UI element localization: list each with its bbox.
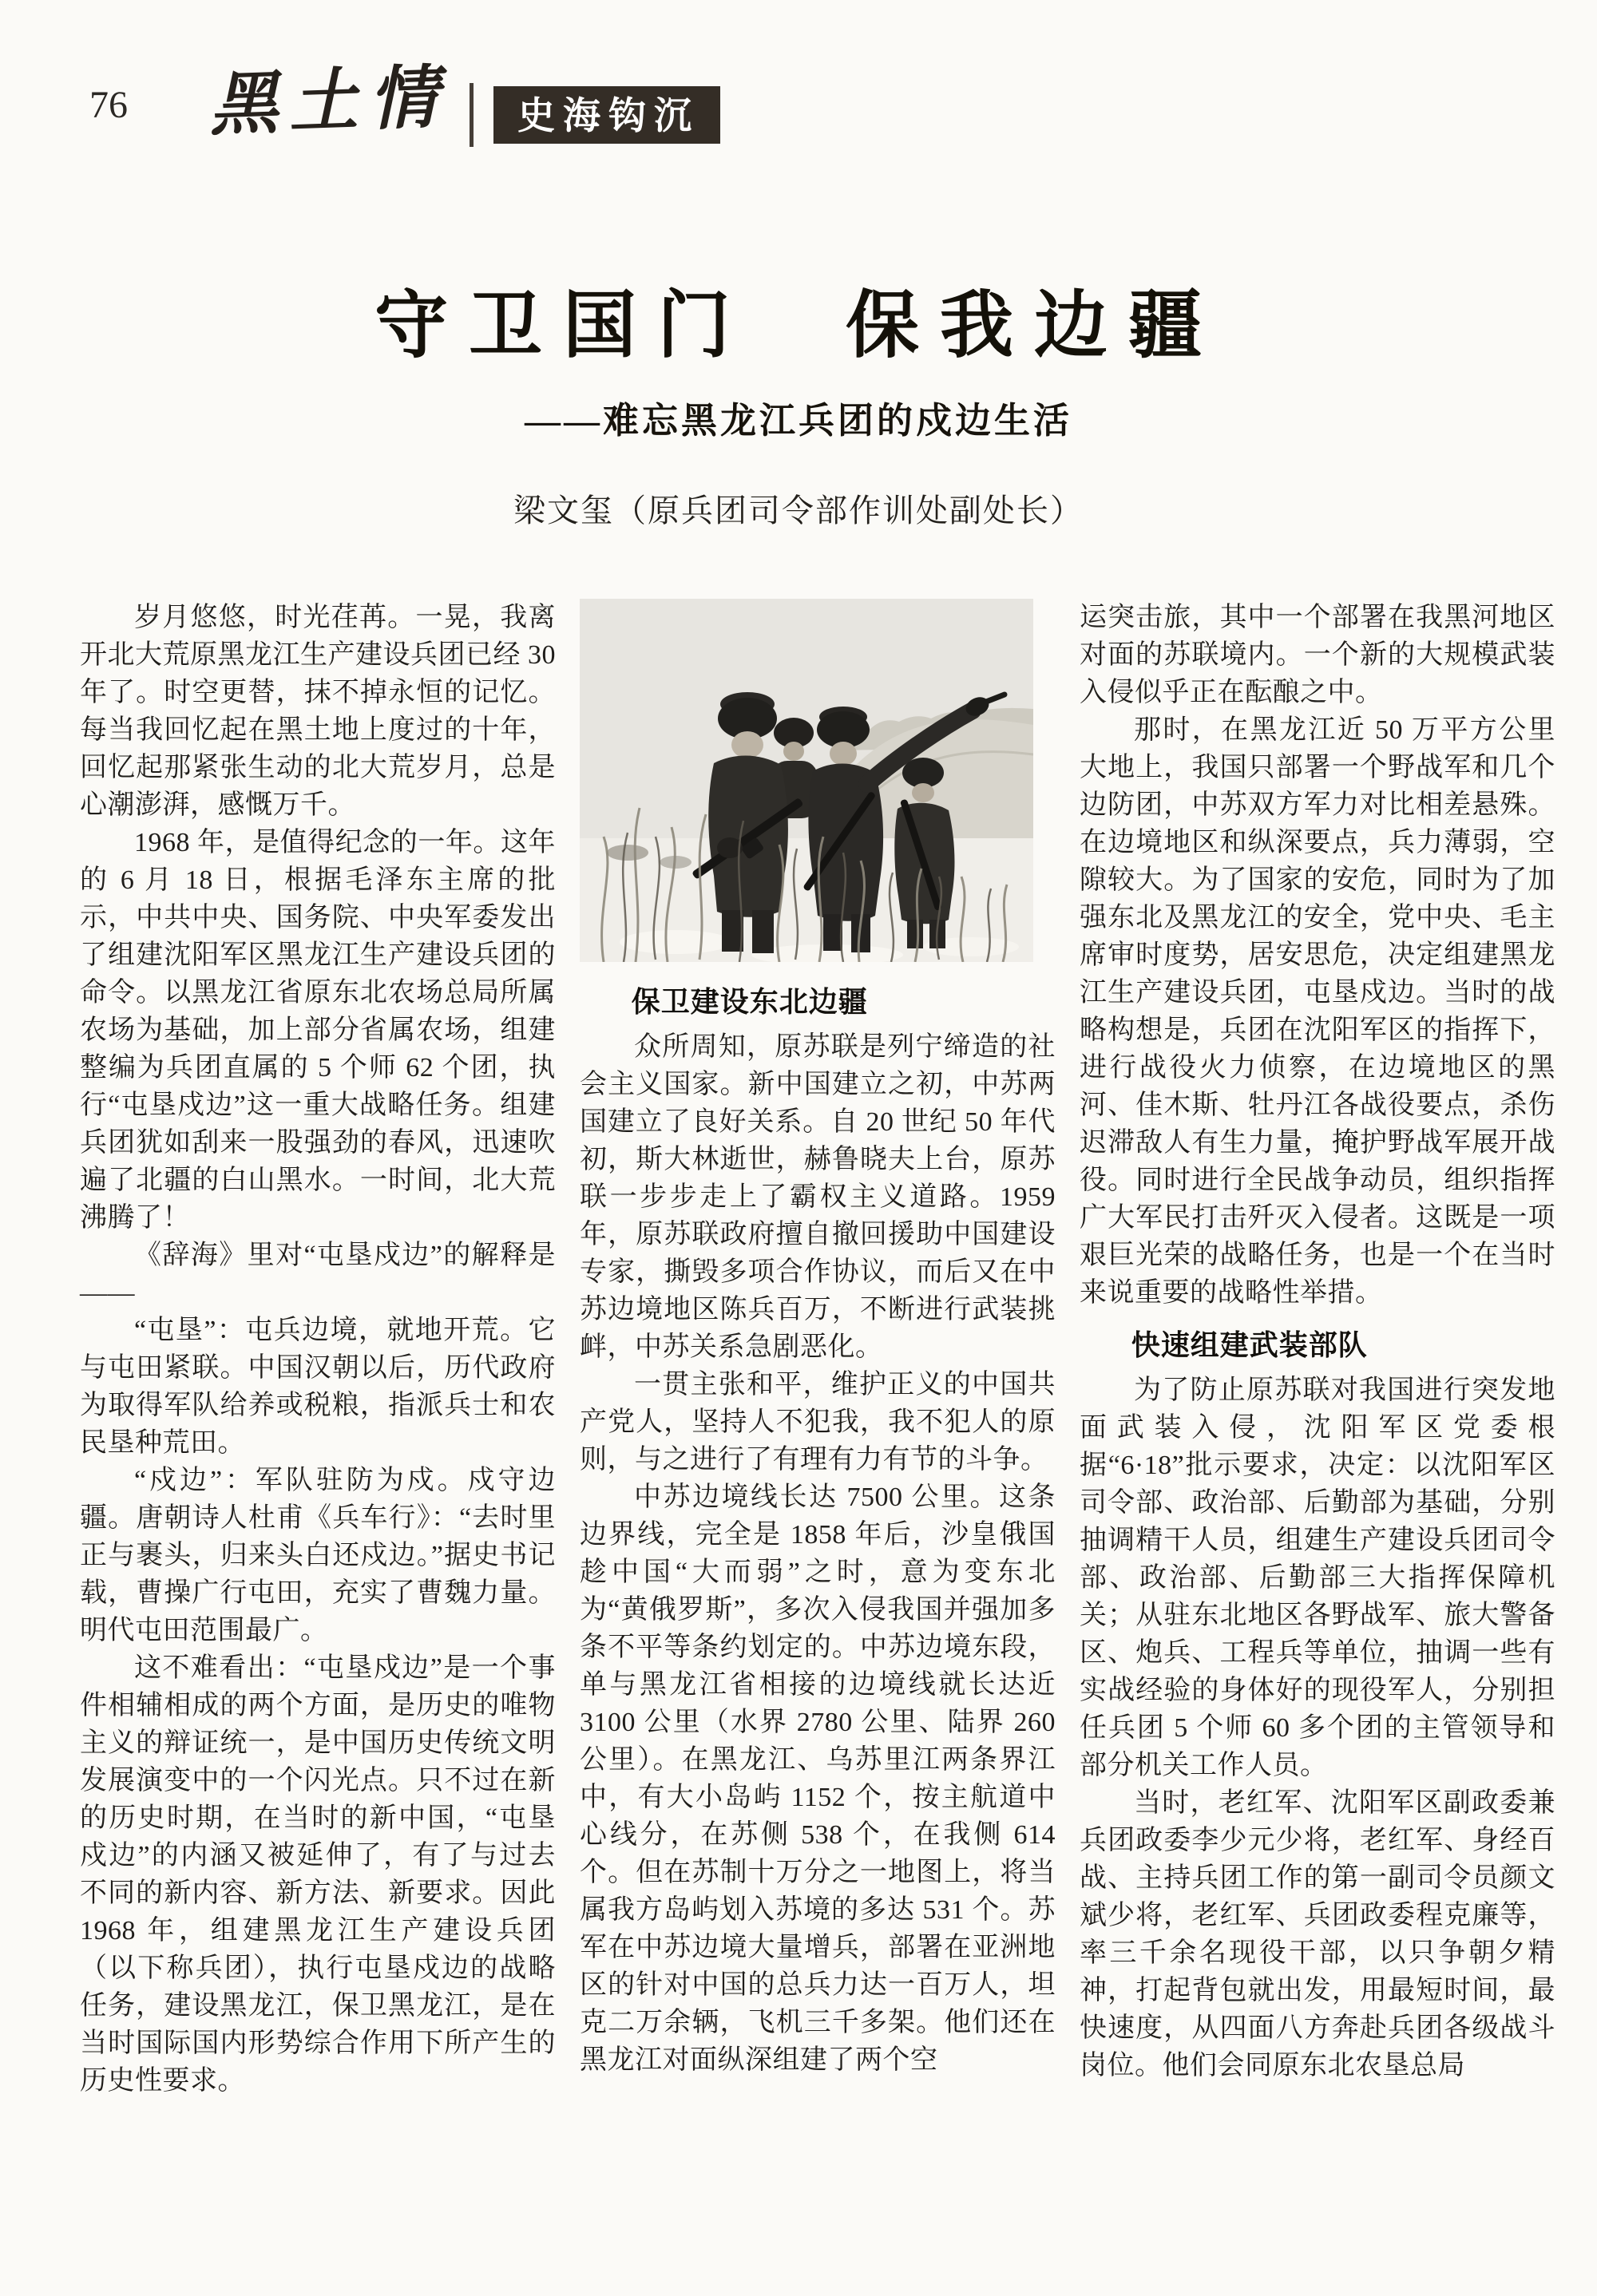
column-middle bbox=[580, 599, 1056, 2079]
magazine-logo: 黑土情 bbox=[208, 56, 450, 146]
paragraph: 1968 年，是值得纪念的一年。这年的 6 月 18 日，根据毛泽东主席的批示，中共中央、国务院、中央军委发出了组建沈阳军区黑龙江生产建设兵团的命令。以黑龙江省原东北农场总局所属农场为基础，加上部分省属农场，组建整编为兵团直属的 5 个师 62 个团，执行“屯垦戍边”这一重大战略任务。组建兵团犹如刮来一股强劲的春风，迅速吹遍了北疆的白山黑水。一时间，北大荒沸腾了！ bbox=[80, 828, 556, 1233]
paragraph: 众所周知，原苏联是列宁缔造的社会主义国家。新中国建立之初，中苏两国建立了良好关系。自 20 世纪 50 年代初，斯大林逝世，赫鲁晓夫上台，原苏联一步步走上了霸权主义道路。1959 年，原苏联政府擅自撤回援助中国建设专家，撕毁多项合作协议，而后又在中苏边境地区陈兵百万，不断进行武装挑衅，中苏关系急剧恶化。 bbox=[580, 1032, 1056, 1362]
article-subtitle: ——难忘黑龙江兵团的戍边生活 bbox=[524, 401, 1072, 441]
header-divider bbox=[470, 83, 474, 147]
page-number: 76 bbox=[89, 84, 128, 126]
section-heading-defend-northeast: 保卫建设东北边疆 bbox=[631, 985, 868, 1018]
paragraph: 这不难看出：“屯垦戍边”是一个事件相辅相成的两个方面，是历史的唯物主义的辩证统一，是中国历史传统文明发展演变中的一个闪光点。只不过在新的历史时期，在当时的新中国，“屯垦戍边”的内涵又被延伸了，有了与过去不同的新内容、新方法、新要求。因此 1968 年，组建黑龙江生产建设兵团（以下称兵团），执行屯垦戍边的战略任务，建设黑龙江，保卫黑龙江，是在当时国际国内形势综合作用下所产生的历史性要求。 bbox=[80, 1653, 556, 2096]
paragraph: 当时，老红军、沈阳军区副政委兼兵团政委李少元少将，老红军、身经百战、主持兵团工作的第一副司令员颜文斌少将，老红军、兵团政委程克廉等，率三千余名现役干部，以只争朝夕精神，打起背包就出发，用最短时间，最快速度，从四面八方奔赴兵团各级战斗岗位。他们会同原东北农垦总局 bbox=[1080, 1788, 1555, 2080]
paragraph: “戍边”：军队驻防为戍。戍守边疆。唐朝诗人杜甫《兵车行》：“去时里正与裹头，归来头白还戍边。”据史书记载，曹操广行屯田，充实了曹魏力量。明代屯田范围最广。 bbox=[80, 1466, 556, 1645]
paragraph: 运突击旅，其中一个部署在我黑河地区对面的苏联境内。一个新的大规模武装入侵似乎正在酝酿之中。 bbox=[1080, 603, 1555, 707]
paragraph: 岁月悠悠，时光荏苒。一晃，我离开北大荒原黑龙江生产建设兵团已经 30 年了。时空更替，抹不掉永恒的记忆。每当我回忆起在黑土地上度过的十年，回忆起那紧张生动的北大荒岁月，总是心潮澎湃，感慨万千。 bbox=[80, 603, 556, 820]
paragraph: 那时，在黑龙江近 50 万平方公里大地上，我国只部署一个野战军和几个边防团，中苏双方军力对比相差悬殊。在边境地区和纵深要点，兵力薄弱，空隙较大。为了国家的安危，同时为了加强东北及黑龙江的安全，党中央、毛主席审时度势，居安思危，决定组建黑龙江生产建设兵团，屯垦戍边。当时的战略构想是，兵团在沈阳军区的指挥下，进行战役火力侦察，在边境地区的黑河、佳木斯、牡丹江各战役要点，杀伤迟滞敌人有生力量，掩护野战军展开战役。同时进行全民战争动员，组织指挥广大军民打击歼灭入侵者。这既是一项艰巨光荣的战略任务，也是一个在当时来说重要的战略性举措。 bbox=[1080, 715, 1555, 1308]
column-right bbox=[1080, 599, 1555, 2084]
paragraph: 一贯主张和平，维护正义的中国共产党人，坚持人不犯我，我不犯人的原则，与之进行了有理有力有节的斗争。 bbox=[580, 1370, 1056, 1475]
photo-soldiers-image bbox=[580, 599, 1033, 962]
paragraph: 为了防止原苏联对我国进行突发地面武装入侵，沈阳军区党委根据“6·18”批示要求，决定：以沈阳军区司令部、政治部、后勤部为基础，分别抽调精干人员，组建生产建设兵团司令部、政治部、后勤部三大指挥保障机关；从驻东北地区各野战军、旅大警备区、炮兵、工程兵等单位，抽调一些有实战经验的身体好的现役军人，分别担任兵团 5 个师 60 多个团的主管领导和部分机关工作人员。 bbox=[1080, 1376, 1555, 1780]
article-title: 守卫国门 保我边疆 bbox=[374, 285, 1223, 366]
section-badge: 史海钩沉 bbox=[493, 86, 720, 144]
border-patrol-photo bbox=[580, 599, 1033, 962]
paragraph: 《辞海》里对“屯垦戍边”的解释是—— bbox=[80, 1241, 556, 1308]
column-left bbox=[80, 599, 556, 2100]
paragraph: “屯垦”：屯兵边境，就地开荒。它与屯田紧联。中国汉朝以后，历代政府为取得军队给养或税粮，指派兵士和农民垦种荒田。 bbox=[80, 1316, 556, 1458]
article-author: 梁文玺（原兵团司令部作训处副处长） bbox=[513, 493, 1084, 528]
paragraph: 中苏边境线长达 7500 公里。这条边界线，完全是 1858 年后，沙皇俄国趁中国“大而弱”之时，意为变东北为“黄俄罗斯”，多次入侵我国并强加多条不平等条约划定的。中苏边境东段，单与黑龙江省相接的边境线就长达近 3100 公里（水界 2780 公里、陆界 260 公里）。在黑龙江、乌苏里江两条界江中，有大小岛屿 1152 个，按主航道中心线分，在苏侧 538 个，在我侧 614 个。但在苏制十万分之一地图上，将当属我方岛屿划入苏境的多达 531 个。苏军在中苏边境大量增兵，部署在亚洲地区的针对中国的总兵力达一百万人，坦克二万余辆，飞机三千多架。他们还在黑龙江对面纵深组建了两个空 bbox=[580, 1483, 1056, 2075]
section-heading-rapid-formation: 快速组建武装部队 bbox=[1131, 1328, 1368, 1361]
